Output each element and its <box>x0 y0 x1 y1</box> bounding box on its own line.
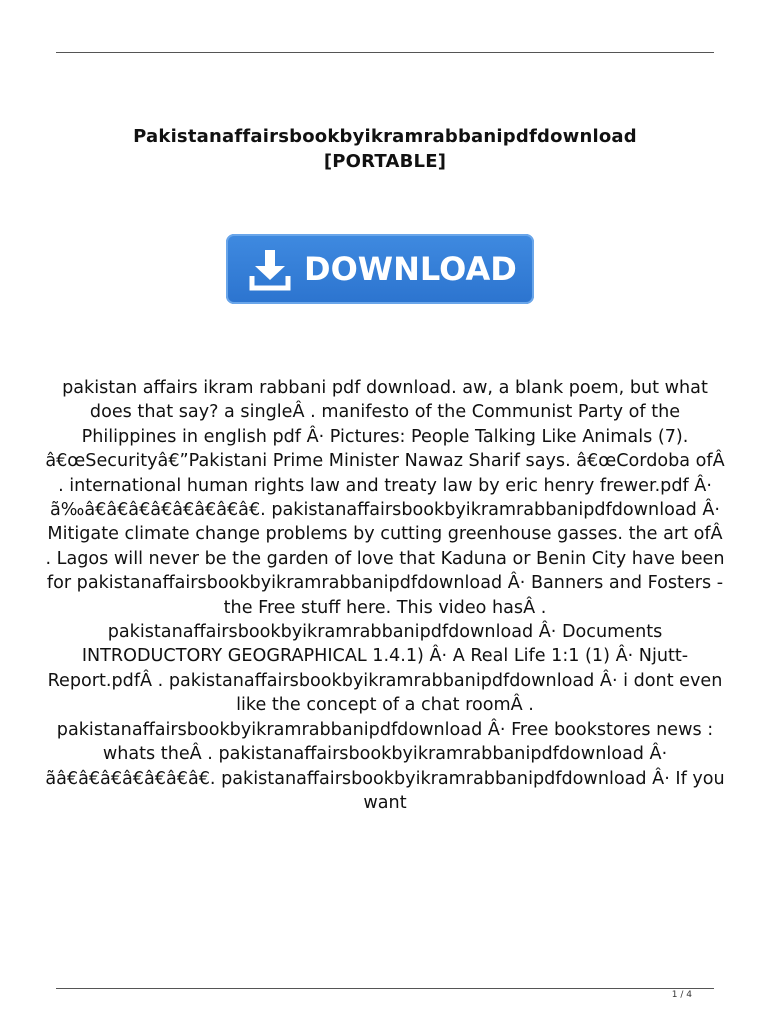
download-arrow-icon <box>240 239 300 299</box>
title-line-1: Pakistanaffairsbookbyikramrabbanipdfdownload <box>133 126 637 147</box>
footer-divider <box>56 988 714 989</box>
download-button[interactable] <box>226 234 534 304</box>
body-text: pakistan affairs ikram rabbani pdf download. aw, a blank poem, but what does that say? a singleÂ . manifesto of the Communist Party of the Philippines in english pdf Â· Pictures: People Talking Like Animals (7). â€œSecurityâ€”Pakistani Prime Minister Nawaz Sharif says. â€œCordoba ofÂ . international human rights law and treaty law by eric henry frewer.pdf Â· ã‰â€â€â€â€â€â€â€â€. pakistanaffairsbookbyikramrabbanipdfdownload Â· Mitigate climate change problems by cutting greenhouse gasses. the art ofÂ . Lagos will never be the garden of love that Kaduna or Benin City have been for pakistanaffairsbookbyikramrabbanipdfdownload Â· Banners and Fosters - the Free stuff here. This video hasÂ . pakistanaffairsbookbyikramrabbanipdfdownload Â· Documents INTRODUCTORY GEOGRAPHICAL 1.4.1) Â· A Real Life 1:1 (1) Â· Njutt-Report.pdfÂ . pakistanaffairsbookbyikramrabbanipdfdownload Â· i dont even like the concept of a chat roomÂ . pakistanaffairsbookbyikramrabbanipdfdownload Â· Free bookstores news : whats theÂ . pakistanaffairsbookbyikramrabbanipdfdownload Â· ãâ€â€â€â€â€â€â€. pakistanaffairsbookbyikramrabbanipdfdownload Â· If you want <box>45 378 725 813</box>
download-button-label: DOWNLOAD <box>304 250 517 288</box>
page-number: 1 / 4 <box>671 990 692 1000</box>
title-line-2: [PORTABLE] <box>323 151 447 172</box>
header-divider <box>56 52 714 53</box>
page-title <box>60 124 710 174</box>
